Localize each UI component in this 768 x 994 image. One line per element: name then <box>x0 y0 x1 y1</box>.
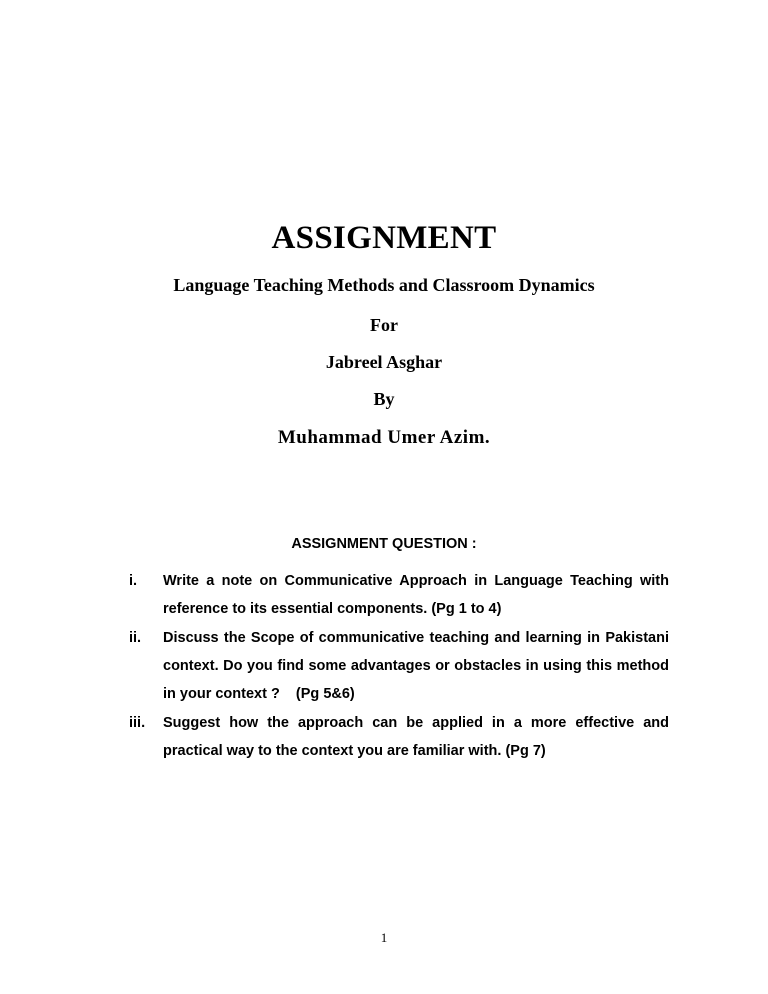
question-item <box>129 709 669 765</box>
question-text: Suggest how the approach can be applied in a more effective and practical way to the context you are familiar with. (Pg 7) <box>163 715 669 759</box>
by-label: By <box>373 389 395 409</box>
course-title: Language Teaching Methods and Classroom Dynamics <box>173 275 595 295</box>
question-text: Discuss the Scope of communicative teaching and learning in Pakistani context. Do you find some advantages or obstacles in using this method in your context ? (Pg 5&6) <box>163 630 669 702</box>
recipient-name: Jabreel Asghar <box>325 352 443 372</box>
page-number: 1 <box>380 930 388 945</box>
questions-heading: ASSIGNMENT QUESTION : <box>291 536 477 552</box>
question-number: iii. <box>129 715 146 731</box>
question-number: ii. <box>129 630 142 646</box>
author-name: Muhammad Umer Azim. <box>277 427 491 448</box>
question-item <box>129 567 669 623</box>
for-label: For <box>370 315 398 335</box>
question-item <box>129 624 669 708</box>
question-number: i. <box>129 573 138 589</box>
question-text: Write a note on Communicative Approach in Language Teaching with reference to its essential components. (Pg 1 to 4) <box>163 573 669 617</box>
document-title: ASSIGNMENT <box>271 220 497 256</box>
